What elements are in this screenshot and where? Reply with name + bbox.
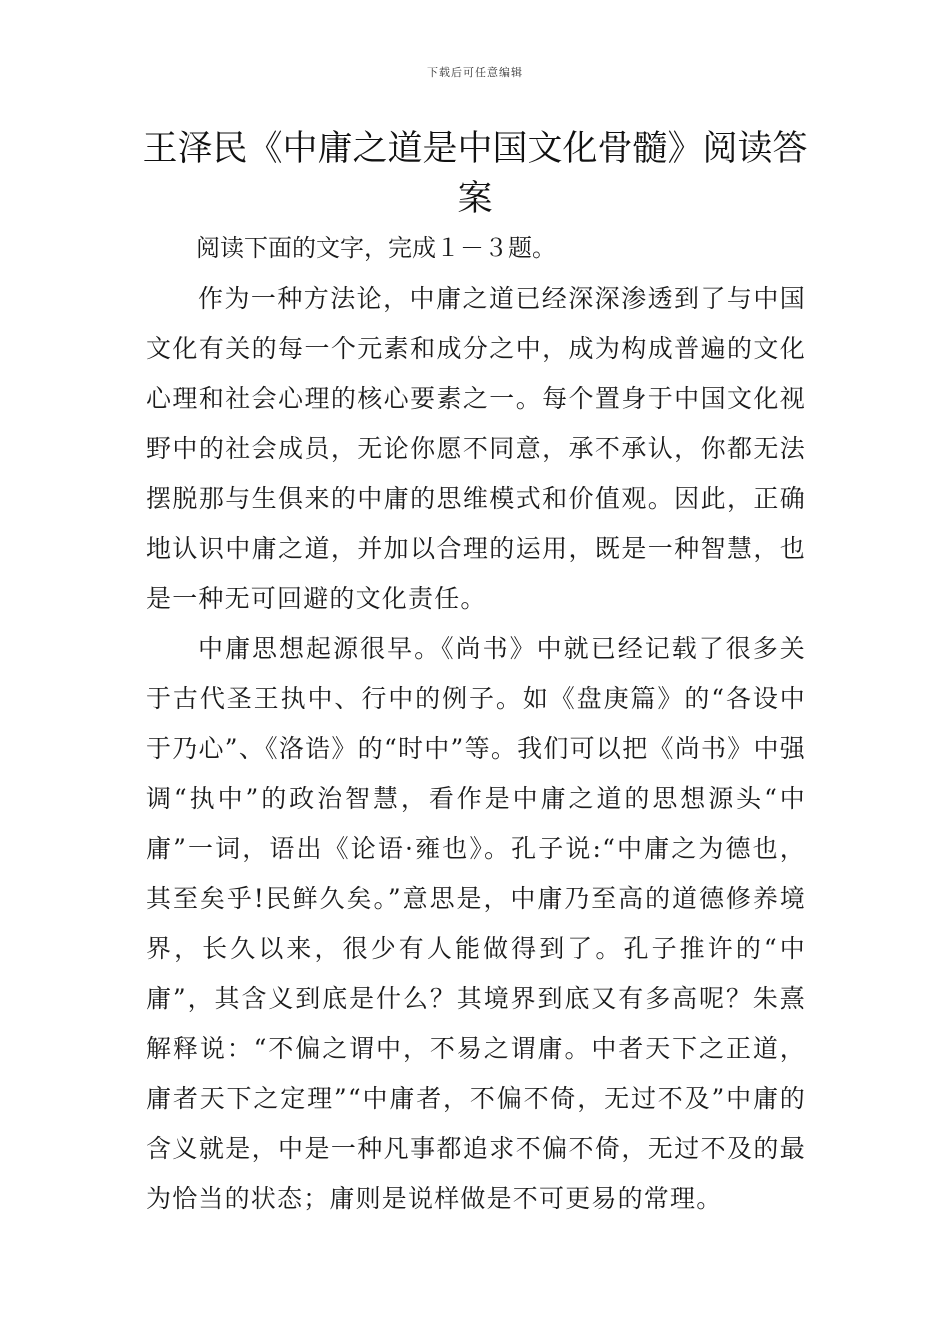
instruction-text: 阅读下面的文字，完成１－３题。: [196, 234, 556, 262]
paragraph-1: 作为一种方法论，中庸之道已经深深渗透到了与中国文化有关的每一个元素和成分之中，成为构成普遍的文化心理和社会心理的核心要素之一。每个置身于中国文化视野中的社会成员，无论你愿不同意，承不承认，你都无法摆脱那与生俱来的中庸的思维模式和价值观。因此，正确地认识中庸之道，并加以合理的运用，既是一种智慧，也是一种无可回避的文化责任。: [146, 284, 806, 613]
document-title: 王泽民《中庸之道是中国文化骨髓》阅读答案: [142, 129, 808, 219]
header-note: 下载后可任意编辑: [427, 66, 523, 79]
paragraph-2: 中庸思想起源很早。《尚书》中就已经记载了很多关于古代圣王执中、行中的例子。如《盘庚篇》的“各设中于乃心”、《洛诰》的“时中”等。我们可以把《尚书》中强调“执中”的政治智慧，看作是中庸之道的思想源头“中庸”一词，语出《论语·雍也》。孔子说:“中庸之为德也，其至矣乎!民鲜久矣。”意思是，中庸乃至高的道德修养境界，长久以来，很少有人能做得到了。孔子推许的“中庸”，其含义到底是什么？其境界到底又有多高呢？朱熹解释说：“不偏之谓中，不易之谓庸。中者天下之正道，庸者天下之定理”“中庸者，不偏不倚，无过不及”中庸的含义就是，中是一种凡事都追求不偏不倚，无过不及的最为恰当的状态；庸则是说样做是不可更易的常理。: [146, 634, 806, 1213]
